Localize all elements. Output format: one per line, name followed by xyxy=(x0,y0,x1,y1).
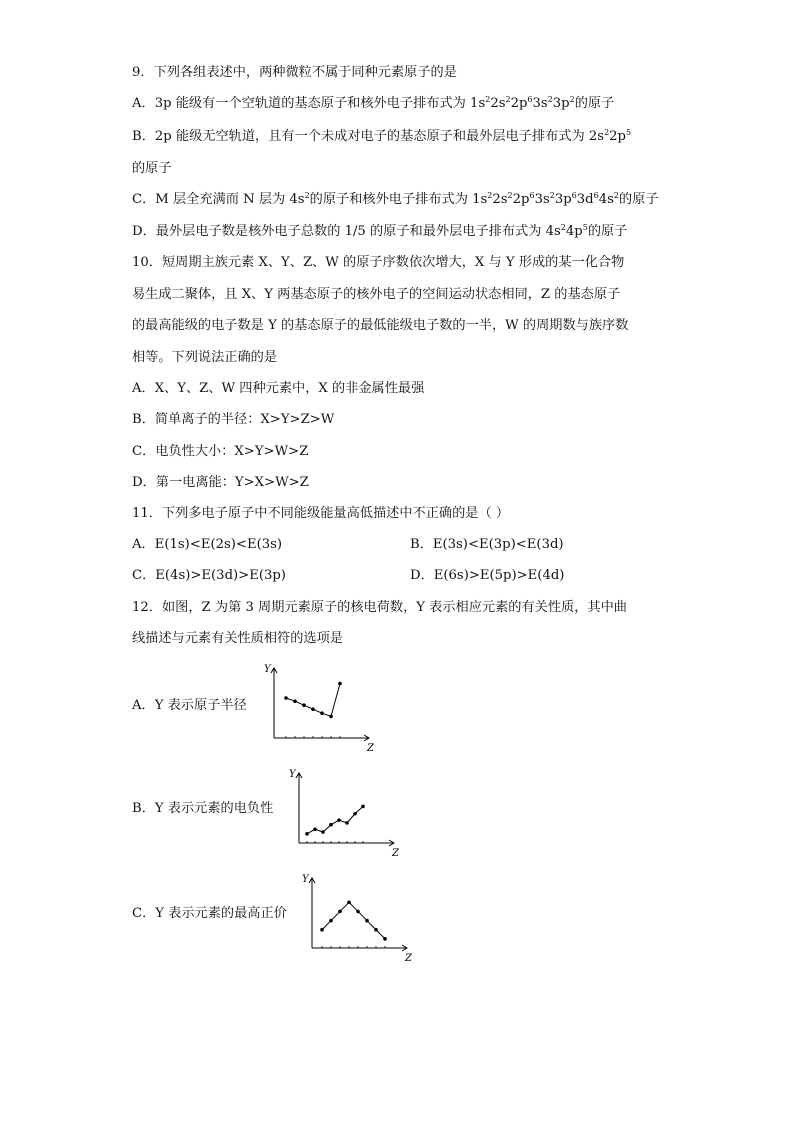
q11-option-b: B．E(3s)<E(3p)<E(3d) xyxy=(410,537,564,552)
q9-option-b: B．2p 能级无空轨道，且有一个未成对电子的基态原子和最外层电子排布式为 $2s^22p^5$ xyxy=(132,128,632,144)
q9-stem: 9．下列各组表述中，两种微粒不属于同种元素原子的是 xyxy=(132,65,457,80)
q10-stem-line-2: 易生成二聚体，且 X、Y 两基态原子的核外电子的空间运动状态相同，Z 的基态原子 xyxy=(132,287,621,302)
data-point xyxy=(320,711,324,715)
q12-stem-line-2: 线描述与元素有关性质相符的选项是 xyxy=(132,631,343,646)
data-point xyxy=(305,832,309,836)
chart-b-svg xyxy=(287,765,407,860)
q10-option-b: B．简单离子的半径：X>Y>Z>W xyxy=(132,412,335,427)
data-point xyxy=(353,812,357,816)
data-point xyxy=(347,900,351,904)
data-point xyxy=(338,910,342,914)
z-axis-label: Z xyxy=(405,953,412,964)
q9-option-c: C．M 层全充满而 N 层为 $4s^2$的原子和核外电子排布式为 $1s^22s^22p^63s^23p^63d^64s^2$的原子 xyxy=(132,191,659,207)
data-point xyxy=(313,827,317,831)
z-axis-label: Z xyxy=(392,848,399,859)
q10-option-a: A．X、Y、Z、W 四种元素中，X 的非金属性最强 xyxy=(132,381,425,396)
q10-option-d: D．第一电离能：Y>X>W>Z xyxy=(132,475,309,490)
data-point xyxy=(329,715,333,719)
data-point xyxy=(293,699,297,703)
data-point xyxy=(345,821,349,825)
q12-stem-line-1: 12．如图，Z 为第 3 周期元素原子的核电荷数，Y 表示相应元素的有关性质，其中曲 xyxy=(132,600,627,615)
chart-a xyxy=(262,660,382,755)
q10-option-c: C．电负性大小：X>Y>W>Z xyxy=(132,444,309,459)
chart-a-svg xyxy=(262,660,382,755)
data-point xyxy=(321,830,325,834)
q11-option-c: C．E(4s)>E(3d)>E(3p) xyxy=(132,568,286,583)
data-point xyxy=(365,919,369,923)
q11-option-d: D．E(6s)>E(5p)>E(4d) xyxy=(410,568,565,583)
q10-stem-line-3: 的最高能级的电子数是 Y 的基态原子的最低能级电子数的一半，W 的周期数与族序数 xyxy=(132,318,629,333)
data-point xyxy=(361,805,365,809)
y-axis-label: Y xyxy=(289,769,296,780)
q12-option-a: A．Y 表示原子半径 xyxy=(132,698,247,713)
data-point xyxy=(383,937,387,941)
q11-option-a: A．E(1s)<E(2s)<E(3s) xyxy=(132,537,283,552)
chart-b xyxy=(287,765,407,860)
data-point xyxy=(356,910,360,914)
data-point xyxy=(329,919,333,923)
q12-option-b: B．Y 表示元素的电负性 xyxy=(132,801,274,816)
data-point xyxy=(374,928,378,932)
q9-option-d: D．最外层电子数是核外电子总数的 1/5 的原子和最外层电子排布式为 $4s^24p^5$的原子 xyxy=(132,223,628,239)
data-point xyxy=(311,707,315,711)
data-point xyxy=(302,703,306,707)
y-axis-label: Y xyxy=(302,874,309,885)
y-axis-label: Y xyxy=(264,664,271,675)
q9-option-b-cont: 的原子 xyxy=(132,161,172,176)
data-point xyxy=(284,696,288,700)
data-point xyxy=(337,818,341,822)
q9-option-a: A．3p 能级有一个空轨道的基态原子和核外电子排布式为 $1s^22s^22p^63s^23p^2$的原子 xyxy=(132,95,615,111)
q10-stem-line-4: 相等。下列说法正确的是 xyxy=(132,350,278,365)
data-point xyxy=(329,823,333,827)
chart-c xyxy=(300,870,420,965)
q12-option-c: C．Y 表示元素的最高正价 xyxy=(132,906,287,921)
chart-c-svg xyxy=(300,870,420,965)
data-point xyxy=(338,682,342,686)
q11-stem: 11．下列多电子原子中不同能级能量高低描述中不正确的是（ ） xyxy=(132,506,510,521)
q10-stem-line-1: 10．短周期主族元素 X、Y、Z、W 的原子序数依次增大，X 与 Y 形成的某一化合物 xyxy=(132,255,625,270)
data-point xyxy=(320,928,324,932)
z-axis-label: Z xyxy=(367,743,374,754)
